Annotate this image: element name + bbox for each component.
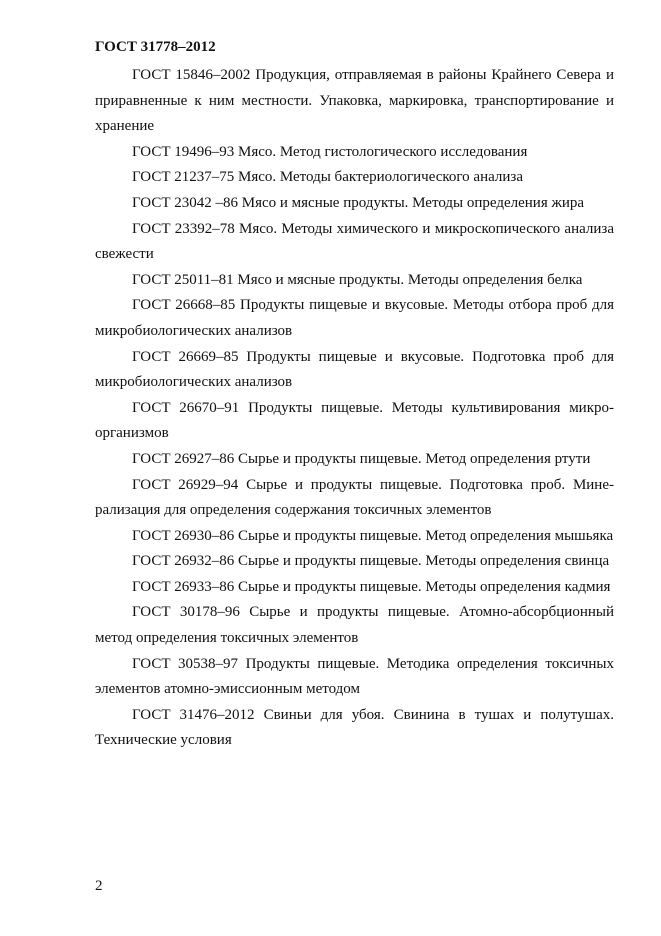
reference-entry: ГОСТ 26668–85 Продукты пищевые и вкусовые. Методы отбора проб для микробиологических анализов [95, 297, 614, 339]
reference-entry: ГОСТ 15846–2002 Продукция, отправляемая в районы Крайнего Севера и приравненные к ним местности. Упаковка, маркировка, транспортирование и хранение [95, 67, 614, 135]
reference-entry: ГОСТ 26932–86 Сырье и продукты пищевые. Методы определения свинца [132, 553, 610, 570]
reference-entry: ГОСТ 31476–2012 Свиньи для убоя. Свинина в тушах и полутушах. Технические условия [95, 706, 614, 749]
document-code-header: ГОСТ 31778–2012 [95, 39, 216, 55]
page-number: 2 [95, 878, 103, 894]
reference-entry: ГОСТ 30538–97 Продукты пищевые. Методика определения токсичных элементов атомно-эмиссионным методом [95, 655, 614, 698]
normative-references-list [95, 63, 614, 754]
reference-entry: ГОСТ 26929–94 Сырье и продукты пищевые. Подготовка проб. Минерализация для определения содержания токсичных элементов [95, 476, 614, 519]
reference-entry: ГОСТ 26930–86 Сырье и продукты пищевые. Метод определения мышьяка [132, 527, 614, 544]
reference-entry: ГОСТ 25011–81 Мясо и мясные продукты. Методы определения белка [132, 271, 583, 288]
reference-entry: ГОСТ 21237–75 Мясо. Методы бактериологического анализа [132, 169, 524, 186]
reference-entry: ГОСТ 26933–86 Сырье и продукты пищевые. Методы определения кадмия [132, 578, 611, 595]
reference-entry: ГОСТ 23392–78 Мясо. Методы химического и микроскопического анализа свежести [95, 220, 614, 263]
reference-entry: ГОСТ 26927–86 Сырье и продукты пищевые. Метод определения ртути [132, 450, 591, 467]
reference-entry: ГОСТ 26670–91 Продукты пищевые. Методы культивирования микроорганизмов [95, 399, 614, 442]
reference-entry: ГОСТ 30178–96 Сырье и продукты пищевые. Атомно-абсорбционный метод определения токсичных элементов [95, 604, 614, 647]
reference-entry: ГОСТ 26669–85 Продукты пищевые и вкусовые. Подготовка проб для микробиологических анализов [95, 348, 614, 391]
reference-entry: ГОСТ 23042 –86 Мясо и мясные продукты. Методы определения жира [132, 194, 585, 211]
reference-entry: ГОСТ 19496–93 Мясо. Метод гистологического исследования [132, 143, 528, 160]
